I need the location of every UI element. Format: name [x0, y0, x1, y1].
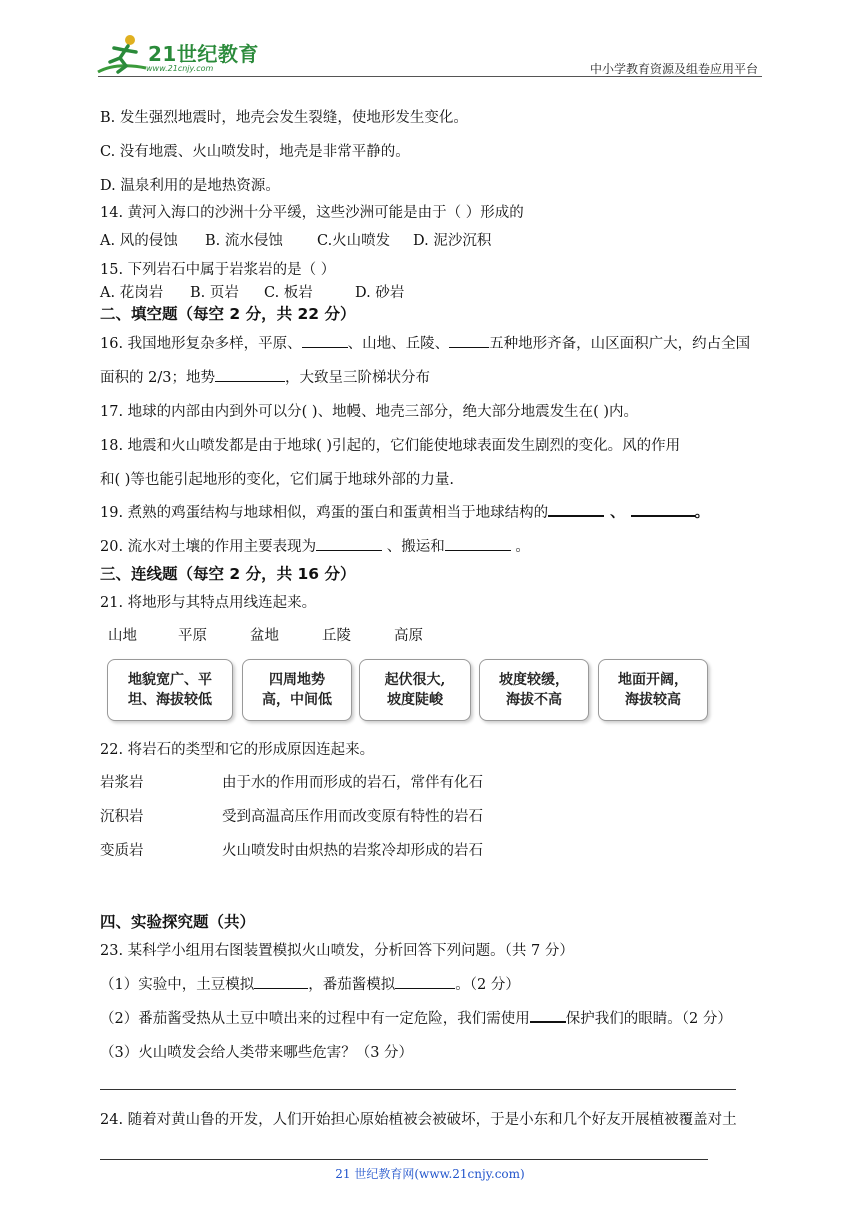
answer-line[interactable]: [100, 1089, 736, 1090]
q18-line1: 18. 地震和火山喷发都是由于地球( )引起的，它们能使地球表面发生剧烈的变化。风的作用: [100, 438, 681, 454]
q14-option-d: D. 泥沙沉积: [413, 233, 492, 249]
terrain-label: 山地: [108, 628, 137, 644]
q23-text: （1）实验中，土豆模拟: [100, 977, 255, 993]
q23-text: 保护我们的眼睛。（2 分）: [565, 1011, 732, 1027]
feature-text: 坡度较缓，: [499, 672, 569, 688]
feature-text: 起伏很大,: [384, 672, 446, 688]
q17: 17. 地球的内部由内到外可以分( )、地幔、地壳三部分，绝大部分地震发生在( )内。: [100, 404, 639, 420]
q18-line2: 和( )等也能引起地形的变化，它们属于地球外部的力量.: [100, 472, 455, 488]
q23-blank-1[interactable]: [254, 974, 308, 989]
rock-type: 岩浆岩: [100, 775, 144, 791]
q15-stem: 15. 下列岩石中属于岩浆岩的是（ ）: [100, 262, 336, 278]
terrain-label: 高原: [394, 628, 423, 644]
q14-option-b: B. 流水侵蚀: [205, 233, 283, 249]
q16-text: 16. 我国地形复杂多样，平原、: [100, 336, 302, 352]
q14-option-c: C.火山喷发: [317, 233, 391, 249]
q23-sub3: （3）火山喷发会给人类带来哪些危害？（3 分）: [100, 1045, 414, 1061]
q13-option-b: B. 发生强烈地震时，地壳会发生裂缝，使地形发生变化。: [100, 110, 468, 126]
answer-line[interactable]: [100, 1159, 708, 1160]
rock-type: 沉积岩: [100, 809, 144, 825]
q19: [100, 501, 709, 522]
terrain-label: 盆地: [250, 628, 279, 644]
terrain-label: 丘陵: [322, 628, 351, 644]
q20-text: 。: [510, 539, 530, 555]
q19-blank-2[interactable]: [631, 501, 695, 517]
q13-option-c: C. 没有地震、火山喷发时，地壳是非常平静的。: [100, 144, 410, 160]
q15-option-a: A. 花岗岩: [100, 285, 164, 301]
q16-text: 、山地、丘陵、: [347, 336, 450, 352]
q15-option-b: B. 页岩: [190, 285, 239, 301]
feature-text: 地貌宽广、平: [128, 672, 212, 688]
logo-url: www.21cnjy.com: [146, 64, 214, 73]
section-2-title: 二、填空题（每空 2 分，共 22 分）: [100, 305, 356, 323]
q16-line1: [100, 332, 750, 353]
q22-stem: 22. 将岩石的类型和它的形成原因连起来。: [100, 742, 375, 758]
q23-sub2: [100, 1007, 732, 1028]
q20-blank-2[interactable]: [445, 536, 511, 551]
rock-cause: 火山喷发时由炽热的岩浆冷却形成的岩石: [222, 843, 483, 859]
q14-stem: 14. 黄河入海口的沙洲十分平缓，这些沙洲可能是由于（ ）形成的: [100, 205, 524, 221]
feature-text: 地面开阔，: [618, 672, 688, 688]
platform-name: 中小学教育资源及组卷应用平台: [589, 62, 758, 76]
feature-box[interactable]: [479, 659, 589, 721]
q16-text: ，大致呈三阶梯状分布: [284, 370, 430, 386]
q23-sub1: [100, 973, 520, 994]
q16-text: 五种地形齐备，山区面积广大，约占全国: [489, 336, 751, 352]
q23-stem: 23. 某科学小组用右图装置模拟火山喷发，分析回答下列问题。（共 7 分）: [100, 943, 574, 959]
terrain-label: 平原: [178, 628, 207, 644]
rock-cause: 受到高温高压作用而改变原有特性的岩石: [222, 809, 483, 825]
footer-text[interactable]: 21 世纪教育网(www.21cnjy.com): [335, 1167, 525, 1181]
q13-option-d: D. 温泉利用的是地热资源。: [100, 178, 280, 194]
feature-text: 海拔较高: [625, 692, 681, 708]
q16-blank-1[interactable]: [302, 333, 348, 348]
q23-blank-3[interactable]: [530, 1007, 566, 1023]
feature-box[interactable]: [598, 659, 708, 721]
q19-text: 、: [610, 504, 625, 521]
logo-text: 21世纪教育: [148, 42, 259, 66]
q23-blank-2[interactable]: [395, 974, 455, 989]
q14-option-a: A. 风的侵蚀: [100, 233, 178, 249]
rock-cause: 由于水的作用而形成的岩石，常伴有化石: [222, 775, 483, 791]
q15-option-d: D. 砂岩: [355, 285, 405, 301]
feature-text: 高，中间低: [262, 692, 332, 708]
header-divider: [98, 76, 762, 77]
q16-blank-2[interactable]: [449, 333, 489, 348]
q19-blank-1[interactable]: [548, 501, 604, 517]
q20-text: 20. 流水对土壤的作用主要表现为: [100, 539, 317, 555]
q15-option-c: C. 板岩: [264, 285, 313, 301]
q23-text: 。（2 分）: [455, 977, 520, 993]
feature-text: 海拔不高: [506, 692, 562, 708]
q16-line2: [100, 366, 430, 387]
q19-text: 。: [694, 504, 710, 521]
q21-stem: 21. 将地形与其特点用线连起来。: [100, 595, 317, 611]
q16-text: 面积的 2/3；地势: [100, 370, 215, 386]
q20-blank-1[interactable]: [316, 536, 382, 551]
q16-blank-3[interactable]: [215, 367, 285, 382]
rock-type: 变质岩: [100, 843, 144, 859]
q24-stem: 24. 随着对黄山鲁的开发，人们开始担心原始植被会被破坏，于是小东和几个好友开展植被覆盖对土: [100, 1112, 737, 1128]
section-3-title: 三、连线题（每空 2 分，共 16 分）: [100, 565, 356, 583]
feature-text: 坦、海拔较低: [128, 692, 212, 708]
q19-text: 19. 煮熟的鸡蛋结构与地球相似，鸡蛋的蛋白和蛋黄相当于地球结构的: [100, 505, 549, 521]
q23-text: （2）番茄酱受热从土豆中喷出来的过程中有一定危险，我们需使用: [100, 1011, 530, 1027]
q20-text: 、搬运和: [382, 539, 445, 555]
feature-text: 四周地势: [269, 672, 325, 688]
q23-text: ，番茄酱模拟: [308, 977, 396, 993]
section-4-title: 四、实验探究题（共）: [100, 913, 256, 931]
feature-box[interactable]: [242, 659, 352, 721]
feature-text: 坡度陡峻: [387, 692, 443, 708]
feature-box[interactable]: [359, 659, 471, 721]
feature-box[interactable]: [107, 659, 233, 721]
q20: [100, 535, 530, 556]
